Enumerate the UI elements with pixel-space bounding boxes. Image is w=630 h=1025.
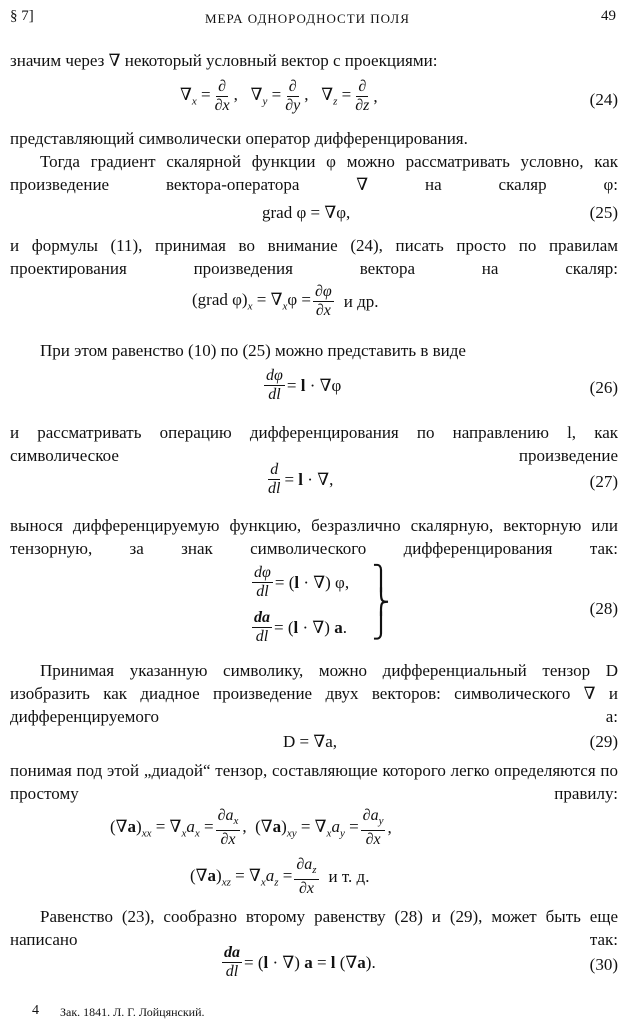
equation-unnumbered: (grad $\varphi)_x = \nabla_x\varphi$ = $\frac{\partial\varphi}{\partial x}$ и др. [192,283,379,319]
paragraph: Принимая указанную символику, можно дифференциальный тензор D изобразить как диадное произведение двух векторов: символического ∇ и дифференцируемого a: [10,661,618,726]
equation-29: D = ∇a, [283,732,338,751]
equation-26: $\frac{d\varphi}{dl}$ = l · ∇φ [266,367,342,403]
right-brace: ⎫ ⎬ ⎭ [372,566,390,640]
signature-mark: 4 [32,1003,39,1018]
equation-number: (28) [589,599,618,618]
paragraph: значим через ∇ некоторый условный вектор с проекциями: [10,51,438,70]
equation-number: (24) [589,90,618,109]
printer-imprint: Зак. 1841. Л. Г. Лойцянский. [60,1005,205,1019]
equation-number: (27) [589,472,618,491]
equation-number: (26) [589,378,618,397]
equation-24: $\nabla_x$ = $\frac{\partial}{\partial x}$ , $\nabla_y$ = $\frac{\partial}{\partial y}$ , $\nabla_z$ = $\frac{\partial}{\partial z}$ , [180,78,378,114]
paragraph: Равенство (23), сообразно второму равенству (28) и (29), может быть еще написано так: [10,907,618,949]
equation-28a: $\frac{d\varphi}{dl}$ = (l · ∇) φ, [254,564,350,600]
equation-unnumbered: $(\nabla a)_{xz} = \nabla_xa_z$ = $\frac{\partial a_z}{\partial x}$ и т. д. [190,856,370,898]
page-number: 49 [601,8,616,24]
equation-25: grad φ = ∇φ, [262,203,351,222]
paragraph: вынося дифференцируемую функцию, безразлично скалярную, векторную или тензорную, за знак символического дифференцирования так: [10,516,618,558]
equation-unnumbered: $(\nabla a)_{xx} = \nabla_xa_x$ = $\frac{\partial a_x}{\partial x}$ , $(\nabla a)_{xy} = \nabla_xa_y$ = $\frac{\partial a_y}{\partial x}$ , [110,807,392,849]
equation-number: (25) [589,203,618,222]
paragraph: Тогда градиент скалярной функции φ можно рассматривать условно, как произведение вектора-оператора ∇ на скаляр φ: [10,152,618,194]
paragraph: При этом равенство (10) по (25) можно представить в виде [40,341,466,360]
section-marker: § 7] [10,8,34,24]
equation-28b: $\frac{da}{dl}$ = (l · ∇) a. [254,609,347,645]
paragraph: и формулы (11), принимая во внимание (24), писать просто по правилам проектирования произведения вектора на скаляр: [10,236,618,278]
paragraph: представляющий символически оператор дифференцирования. [10,129,468,148]
equation-number: (30) [589,955,618,974]
running-title: МЕРА ОДНОРОДНОСТИ ПОЛЯ [205,11,410,26]
equation-number: (29) [589,732,618,751]
paragraph: понимая под этой „диадой“ тензор, составляющие которого легко определяются по простому правилу: [10,761,618,803]
paragraph: и рассматривать операцию дифференцирования по направлению l, как символическое произведение [10,423,618,465]
equation-30: $\frac{da}{dl}$ = (l · ∇) a = l (∇a). [224,944,376,980]
equation-27: $\frac{d}{dl}$ = l · ∇, [268,461,334,497]
